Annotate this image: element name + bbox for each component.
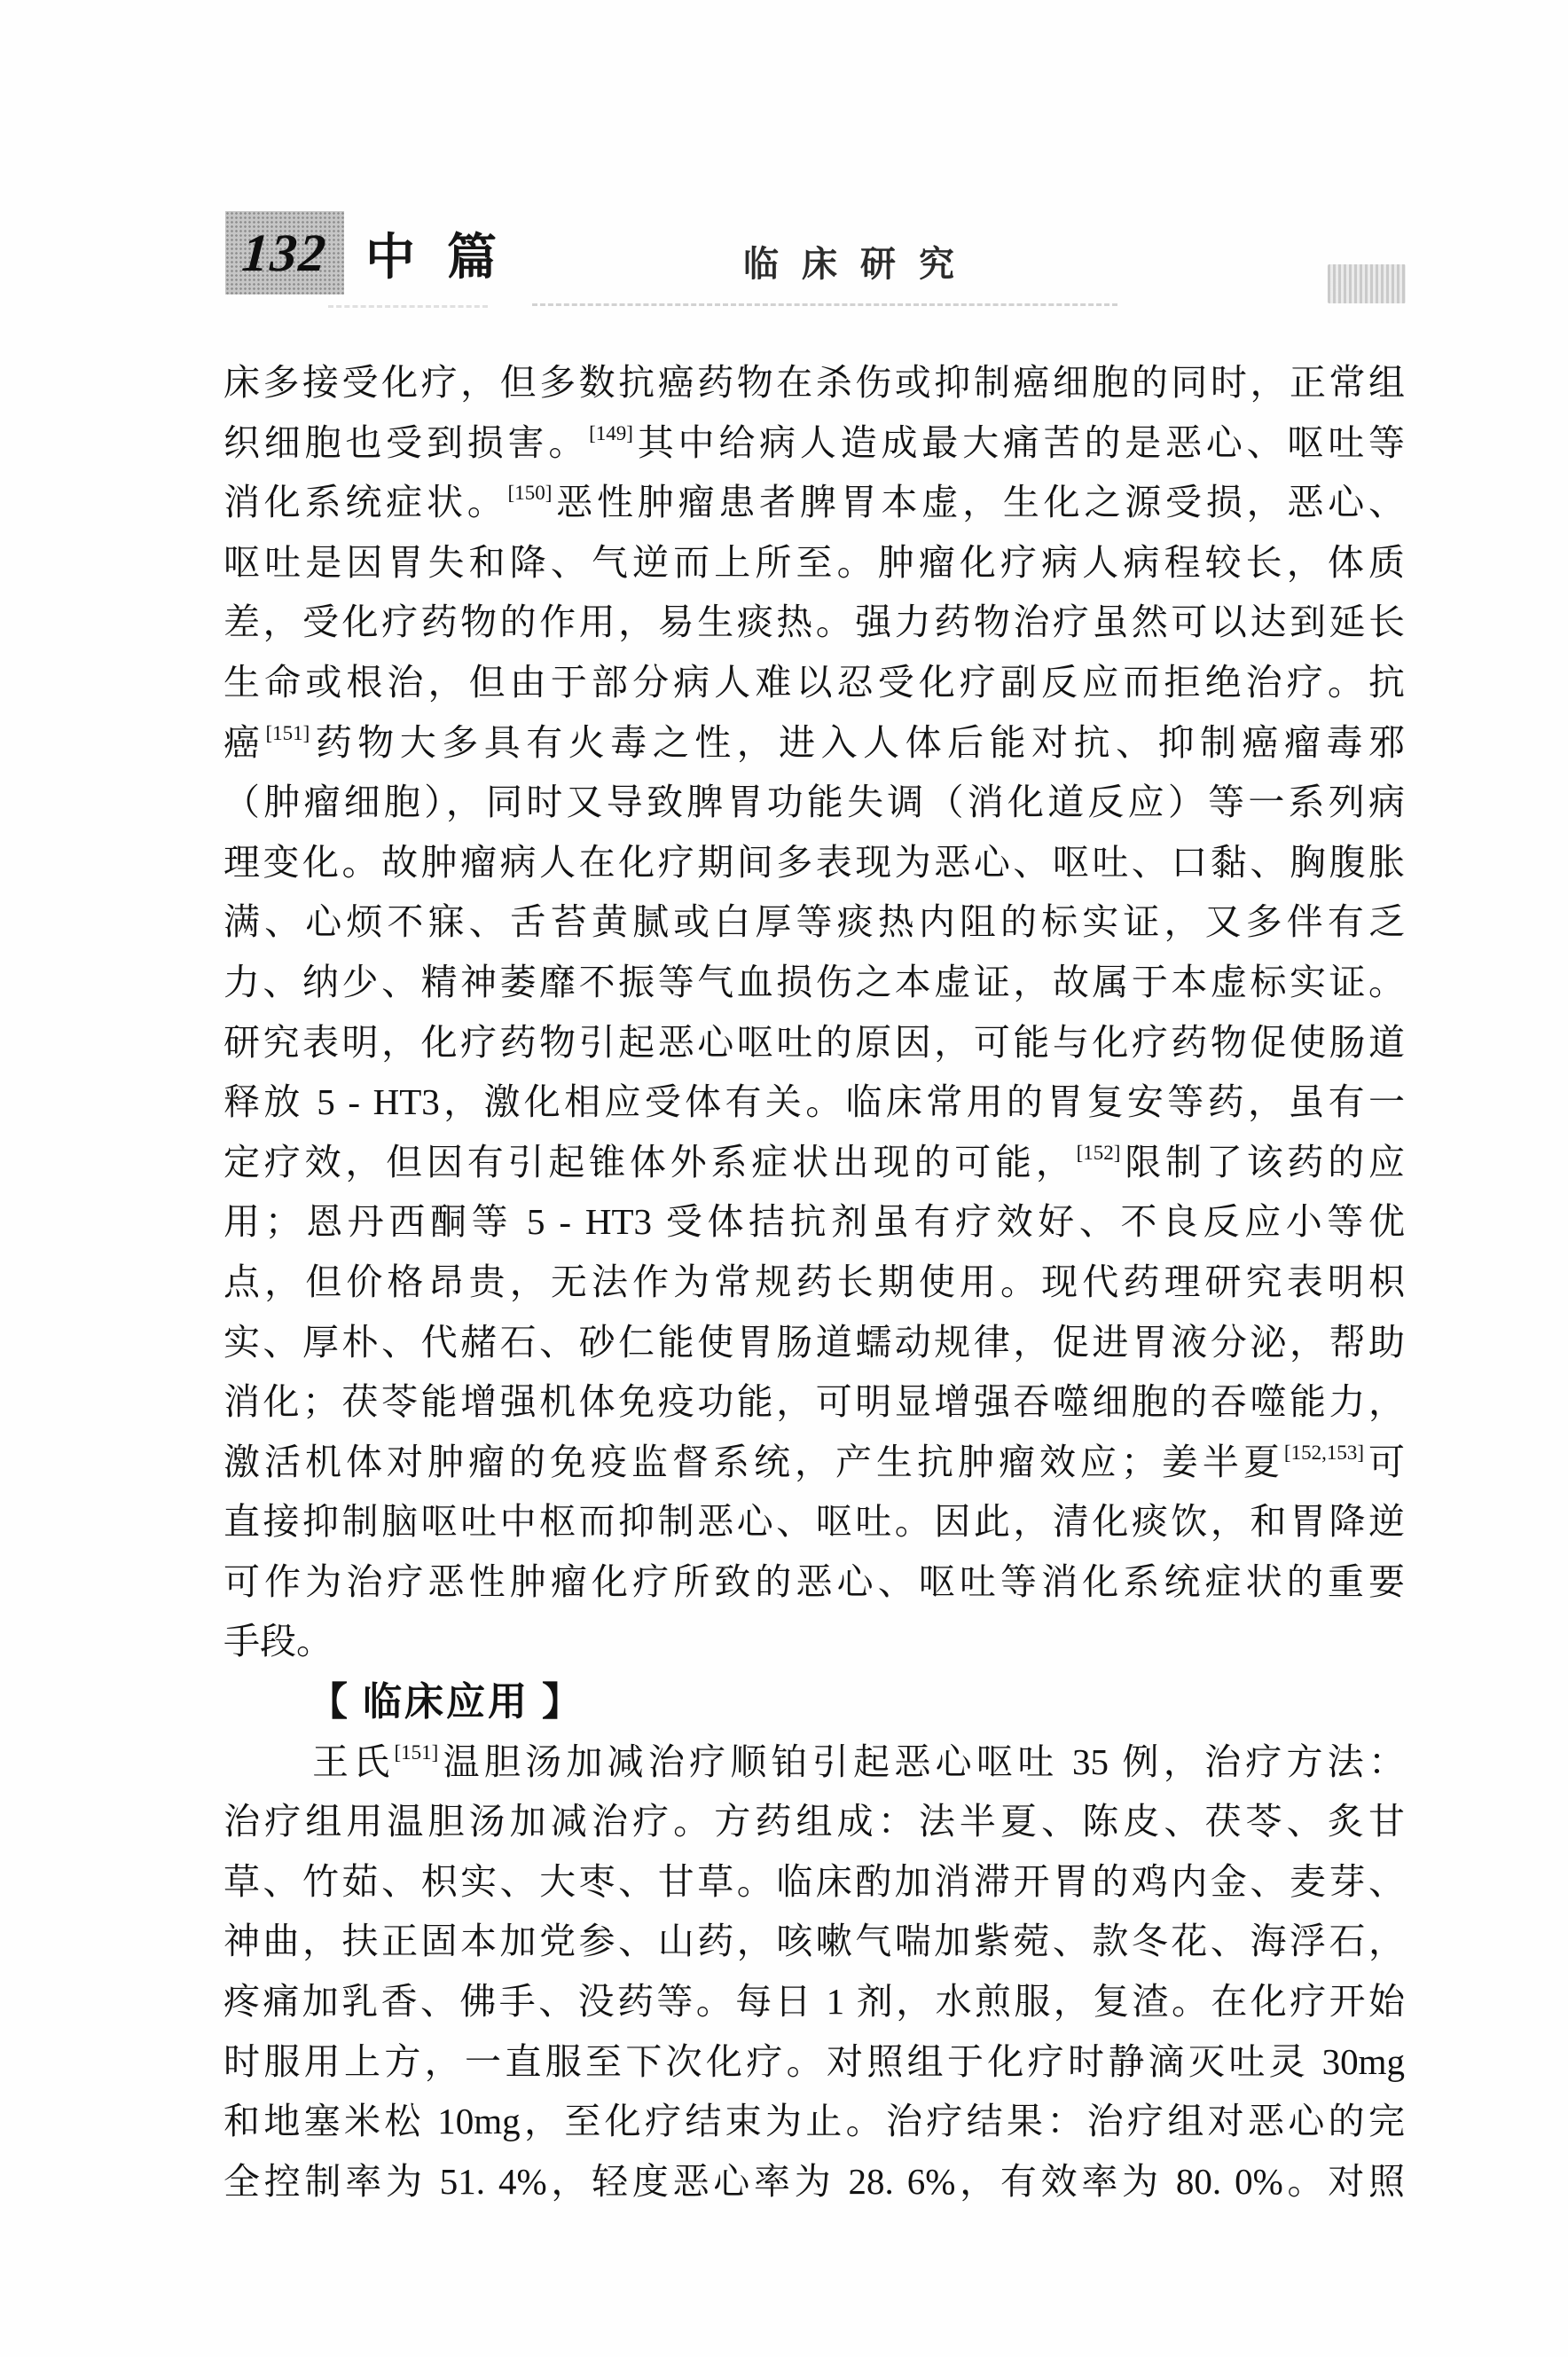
text-run: 消化；茯苓能增强机体免疫功能，可明显增强吞噬细胞的吞噬能力， bbox=[223, 1381, 1405, 1423]
text-line bbox=[223, 1313, 1405, 1373]
page-header bbox=[0, 211, 1568, 326]
text-line bbox=[223, 1013, 1405, 1073]
page-number: 132 bbox=[239, 223, 330, 282]
reference-superscript: [151] bbox=[265, 721, 310, 744]
text-run: 王氏 bbox=[312, 1740, 395, 1782]
text-run: 手段。 bbox=[223, 1621, 333, 1662]
text-line bbox=[223, 953, 1405, 1013]
text-run: 其中给病人造成最大痛苦的是恶心、呕吐等 bbox=[632, 421, 1406, 463]
running-head-title: 临床研究 bbox=[743, 245, 977, 284]
reference-superscript: [152,153] bbox=[1283, 1441, 1364, 1464]
text-line bbox=[223, 1133, 1405, 1193]
text-line bbox=[223, 653, 1405, 713]
text-line bbox=[223, 1192, 1405, 1253]
text-run: 点，但价格昂贵，无法作为常规药长期使用。现代药理研究表明枳 bbox=[223, 1261, 1405, 1302]
text-run: 恶性肿瘤患者脾胃本虚，生化之源受损，恶心、 bbox=[552, 482, 1406, 523]
text-line bbox=[223, 1972, 1405, 2032]
text-line bbox=[223, 2152, 1405, 2212]
text-line bbox=[223, 1433, 1405, 1493]
text-run: 差，受化疗药物的作用，易生痰热。强力药物治疗虽然可以达到延长 bbox=[223, 601, 1405, 643]
text-run: 神曲，扶正固本加党参、山药，咳嗽气喘加紫菀、款冬花、海浮石， bbox=[223, 1921, 1405, 1962]
text-run: 定疗效，但因有引起锥体外系症状出现的可能， bbox=[223, 1141, 1077, 1182]
text-run: （肿瘤细胞），同时又导致脾胃功能失调（消化道反应）等一系列病 bbox=[223, 782, 1405, 823]
text-run: 用；恩丹西酮等 5 - HT3 受体拮抗剂虽有疗效好、不良反应小等优 bbox=[223, 1201, 1405, 1243]
text-line bbox=[223, 1912, 1405, 1972]
text-run: 药物大多具有火毒之性，进入人体后能对抗、抑制癌瘤毒邪 bbox=[310, 721, 1406, 763]
text-run: 可 bbox=[1364, 1441, 1405, 1482]
text-run: 呕吐是因胃失和降、气逆而上所至。肿瘤化疗病人病程较长，体质 bbox=[223, 541, 1405, 583]
text-run: 满、心烦不寐、舌苔黄腻或白厚等痰热内阻的标实证，又多伴有乏 bbox=[223, 901, 1405, 943]
text-run: 疼痛加乳香、佛手、没药等。每日 1 剂，水煎服，复渣。在化疗开始 bbox=[223, 1981, 1405, 2023]
section-label: 中篇 bbox=[365, 229, 529, 285]
text-run: 草、竹茹、枳实、大枣、甘草。临床酌加消滞开胃的鸡内金、麦芽、 bbox=[223, 1860, 1405, 1902]
text-line bbox=[223, 1732, 1405, 1793]
text-line bbox=[223, 1792, 1405, 1852]
reference-superscript: [152] bbox=[1076, 1141, 1121, 1164]
text-run: 治疗组用温胆汤加减治疗。方药组成：法半夏、陈皮、茯苓、炙甘 bbox=[223, 1801, 1405, 1842]
text-line bbox=[223, 1072, 1405, 1133]
text-run: 消化系统症状。 bbox=[223, 482, 508, 523]
section-heading-clinical-application: 【 临床应用 】 bbox=[309, 1680, 584, 1725]
scan-artifact bbox=[1328, 264, 1406, 303]
text-run: 实、厚朴、代赭石、砂仁能使胃肠道蠕动规律，促进胃液分泌，帮助 bbox=[223, 1321, 1405, 1363]
text-line bbox=[223, 1552, 1405, 1613]
paragraph-main bbox=[223, 353, 1405, 1672]
reference-superscript: [149] bbox=[589, 421, 633, 444]
text-run: 释放 5 - HT3，激化相应受体有关。临床常用的胃复安等药，虽有一 bbox=[223, 1081, 1405, 1123]
text-line bbox=[223, 473, 1405, 533]
text-line bbox=[223, 892, 1405, 953]
header-rule-left bbox=[328, 305, 488, 308]
text-line bbox=[223, 1253, 1405, 1313]
text-line bbox=[223, 2032, 1405, 2093]
text-run: 研究表明，化疗药物引起恶心呕吐的原因，可能与化疗药物促使肠道 bbox=[223, 1021, 1405, 1063]
text-run: 和地塞米松 10mg，至化疗结束为止。治疗结果：治疗组对恶心的完 bbox=[223, 2101, 1405, 2142]
text-run: 激活机体对肿瘤的免疫监督系统，产生抗肿瘤效应；姜半夏 bbox=[223, 1441, 1284, 1482]
paragraph-clinical-application bbox=[223, 1732, 1405, 2212]
text-line bbox=[223, 1372, 1405, 1433]
reference-superscript: [151] bbox=[394, 1740, 439, 1764]
text-run: 床多接受化疗，但多数抗癌药物在杀伤或抑制癌细胞的同时，正常组 bbox=[223, 362, 1405, 403]
page-number-box bbox=[225, 211, 344, 295]
text-run: 癌 bbox=[223, 721, 266, 763]
text-line bbox=[223, 1612, 1405, 1672]
text-line bbox=[223, 773, 1405, 833]
text-line bbox=[223, 353, 1405, 413]
text-run: 限制了该药的应 bbox=[1120, 1141, 1406, 1182]
text-run: 理变化。故肿瘤病人在化疗期间多表现为恶心、呕吐、口黏、胸腹胀 bbox=[223, 841, 1405, 883]
text-line bbox=[223, 1852, 1405, 1913]
text-run: 时服用上方，一直服至下次化疗。对照组于化疗时静滴灭吐灵 30mg bbox=[223, 2040, 1405, 2082]
text-run: 温胆汤加减治疗顺铂引起恶心呕吐 35 例，治疗方法： bbox=[438, 1740, 1405, 1782]
header-rule bbox=[532, 303, 1117, 306]
page-body bbox=[223, 353, 1405, 2212]
text-run: 生命或根治，但由于部分病人难以忍受化疗副反应而拒绝治疗。抗 bbox=[223, 661, 1405, 703]
text-line bbox=[223, 2092, 1405, 2152]
text-run: 可作为治疗恶性肿瘤化疗所致的恶心、呕吐等消化系统症状的重要 bbox=[223, 1560, 1405, 1602]
text-run: 直接抑制脑呕吐中枢而抑制恶心、呕吐。因此，清化痰饮，和胃降逆 bbox=[223, 1501, 1405, 1543]
text-line bbox=[223, 713, 1405, 774]
text-run: 全控制率为 51. 4%，轻度恶心率为 28. 6%，有效率为 80. 0%。对照 bbox=[223, 2160, 1405, 2202]
text-line bbox=[223, 593, 1405, 653]
text-line bbox=[223, 413, 1405, 474]
text-run: 力、纳少、精神萎靡不振等气血损伤之本虚证，故属于本虚标实证。 bbox=[223, 961, 1405, 1002]
text-run: 织细胞也受到损害。 bbox=[223, 421, 590, 463]
text-line bbox=[223, 533, 1405, 593]
reference-superscript: [150] bbox=[507, 482, 553, 505]
text-line bbox=[223, 833, 1405, 893]
text-line bbox=[223, 1492, 1405, 1552]
